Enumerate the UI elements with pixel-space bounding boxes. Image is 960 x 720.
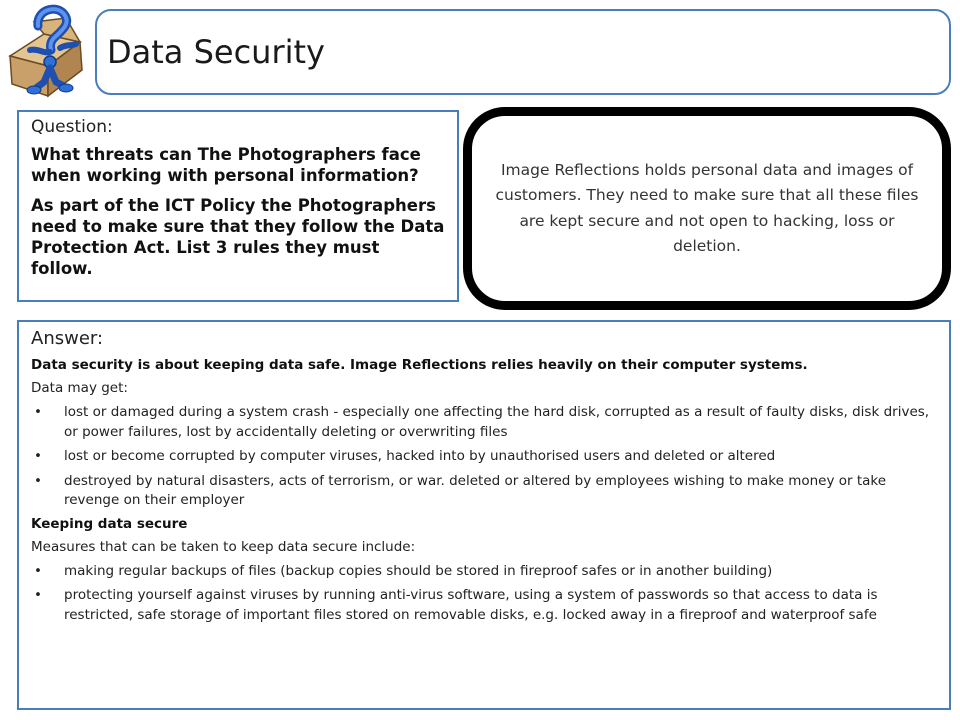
bullet-icon: • — [34, 448, 42, 465]
bullet-icon: • — [34, 562, 42, 579]
list-item-text: destroyed by natural disasters, acts of terrorism, or war. deleted or altered by employees wishing to make money or take revenge on their employer — [64, 472, 887, 509]
title-banner — [95, 9, 951, 95]
list-item — [31, 472, 937, 511]
question-panel — [17, 110, 459, 302]
answer-label: Answer: — [31, 328, 104, 349]
list-item-text: lost or damaged during a system crash - especially one affecting the hard disk, corrupted as a result of faulty disks, disk drives, or power failures, lost by accidentally deleting or overwriting files — [64, 404, 930, 440]
question-figure-logo — [4, 4, 96, 98]
scenario-panel — [463, 107, 951, 310]
question-text-rules: As part of the ICT Policy the Photographers need to make sure that they follow the Data Protection Act. List 3 rules they must follow. — [31, 195, 445, 278]
threats-list — [31, 403, 937, 511]
list-item — [31, 562, 937, 582]
list-item — [31, 403, 937, 442]
secure-heading: Keeping data secure — [31, 515, 188, 532]
question-label: Question: — [31, 117, 113, 137]
question-text-threats: What threats can The Photographers face when working with personal information? — [31, 145, 421, 185]
list-item — [31, 447, 937, 467]
list-item — [31, 586, 937, 625]
threats-lead: Data may get: — [31, 380, 128, 396]
list-item-text: lost or become corrupted by computer viruses, hacked into by unauthorised users and deleted or altered — [64, 448, 776, 465]
answer-panel — [17, 320, 951, 710]
bullet-icon: • — [34, 404, 42, 420]
measures-lead: Measures that can be taken to keep data secure include: — [31, 538, 416, 555]
scenario-text: Image Reflections holds personal data and images of customers. They need to make sure that all these files are kept secure and not open to hacking, loss or deletion. — [495, 161, 919, 255]
answer-intro: Data security is about keeping data safe. Image Reflections relies heavily on their computer systems. — [31, 357, 808, 373]
page-title: Data Security — [107, 33, 325, 71]
list-item-text: protecting yourself against viruses by running anti-virus software, using a system of passwords so that access to data is restricted, safe storage of important files stored on removable disks, e.g. locked away in a fireproof and waterproof safe — [64, 587, 878, 623]
bullet-icon: • — [34, 587, 42, 604]
measures-list — [31, 562, 937, 626]
bullet-icon: • — [34, 472, 42, 489]
list-item-text: making regular backups of files (backup copies should be stored in fireproof safes or in another building) — [64, 562, 773, 579]
